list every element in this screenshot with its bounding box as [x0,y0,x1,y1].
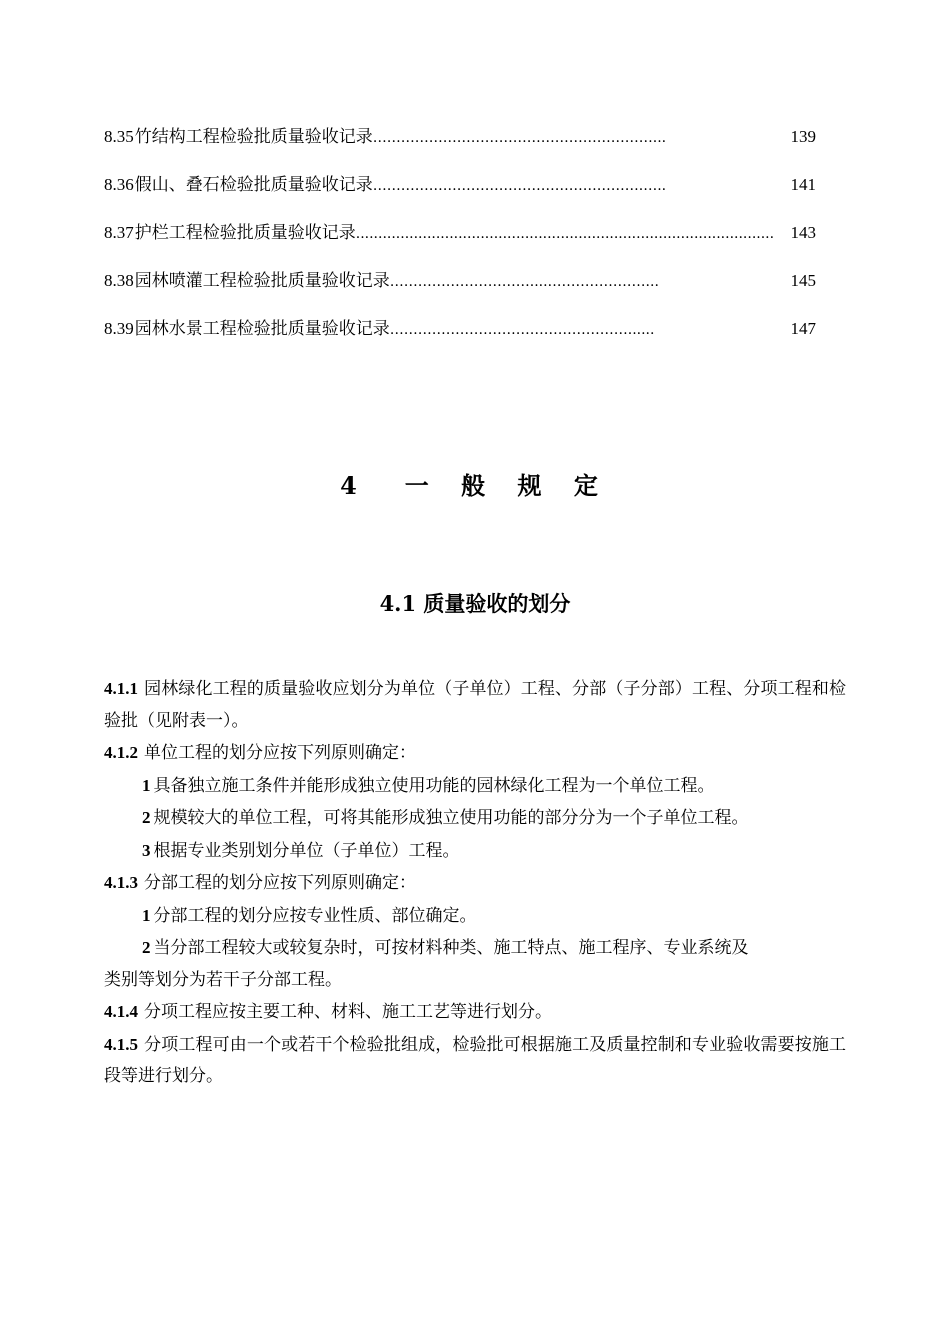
item-text: 分部工程的划分应按专业性质、部位确定。 [153,905,477,926]
clause-text: 单位工程的划分应按下列原则确定： [144,743,416,763]
toc-entry-title: 园林水景工程检验批质量验收记录 [134,319,390,339]
clause-4-1-5 [104,1029,846,1093]
clause-item [104,900,846,933]
clause-number: 4.1.3 [104,873,138,892]
clause-text: 园林绿化工程的质量验收应划分为单位（子单位）工程、分部（子分部）工程、分项工程和检验批（见附表一）。 [104,679,846,731]
toc-entry-number: 8.38 [104,271,134,290]
clause-item [104,835,846,868]
clause-item [104,932,846,965]
item-text: 规模较大的单位工程，可将其能形成独立使用功能的部分分为一个子单位工程。 [153,808,749,828]
toc-entry-page: 145 [790,271,816,290]
toc-entry-page: 147 [790,319,816,338]
toc-entry-title: 竹结构工程检验批质量验收记录 [134,127,373,147]
table-of-contents [104,122,816,362]
toc-dot-leader: …………………………....…………………... [389,274,659,290]
section-body [104,673,846,1093]
item-number: 2 [142,938,151,957]
toc-dot-leader: .............................................................................................. [355,226,775,242]
toc-entry-title: 护栏工程检验批质量验收记录 [134,223,356,243]
toc-entry-title: 假山、叠石检验批质量验收记录 [134,175,373,195]
toc-entry-page: 139 [790,127,816,146]
toc-entry-8-39[interactable] [104,314,816,362]
toc-dot-leader: ……………………………………………………... [372,130,667,146]
clause-number: 4.1.4 [104,1002,138,1021]
clause-text: 分部工程的划分应按下列原则确定： [144,873,416,893]
toc-entry-8-36[interactable] [104,170,816,218]
item-text: 类别等划分为若干子分部工程。 [104,969,342,990]
clause-text: 分项工程可由一个或若干个检验批组成，检验批可根据施工及质量控制和专业验收需要按施工段等进行划分。 [104,1034,846,1086]
item-number: 3 [142,840,151,860]
toc-dot-leader: ……………………………………………...... [389,322,655,338]
toc-entry-page: 143 [790,223,816,242]
toc-entry-title: 园林喷灌工程检验批质量验收记录 [134,271,390,291]
toc-entry-8-35[interactable] [104,122,816,170]
chapter-heading: 4 一 般 规 定 [340,471,610,500]
clause-item [104,770,846,803]
toc-entry-8-38[interactable] [104,266,816,314]
clause-number: 4.1.2 [104,743,138,762]
item-number: 1 [142,905,151,925]
clause-4-1-2 [104,737,846,770]
clause-number: 4.1.1 [104,679,138,698]
toc-entry-page: 141 [790,175,816,194]
toc-entry-8-37[interactable] [104,218,816,266]
item-text: 具备独立施工条件并能形成独立使用功能的园林绿化工程为一个单位工程。 [153,775,715,796]
clause-text: 分项工程应按主要工种、材料、施工工艺等进行划分。 [144,1002,552,1022]
item-text: 根据专业类别划分单位（子单位）工程。 [153,840,460,861]
item-number: 1 [142,775,151,795]
clause-4-1-1 [104,673,846,737]
toc-entry-number: 8.36 [104,175,134,194]
clause-number: 4.1.5 [104,1034,138,1054]
clause-item [104,802,846,835]
toc-entry-number: 8.39 [104,319,134,338]
section-heading: 4.1 质量验收的划分 [379,591,571,616]
clause-4-1-3 [104,867,846,900]
item-text: 当分部工程较大或较复杂时，可按材料种类、施工特点、施工程序、专业系统及 [153,938,749,958]
clause-4-1-4 [104,996,846,1029]
toc-entry-number: 8.35 [104,127,134,146]
clause-item-continuation [104,965,846,997]
toc-entry-number: 8.37 [104,223,134,242]
toc-dot-leader: ………………………………………………….….. [372,178,667,194]
item-number: 2 [142,808,151,827]
